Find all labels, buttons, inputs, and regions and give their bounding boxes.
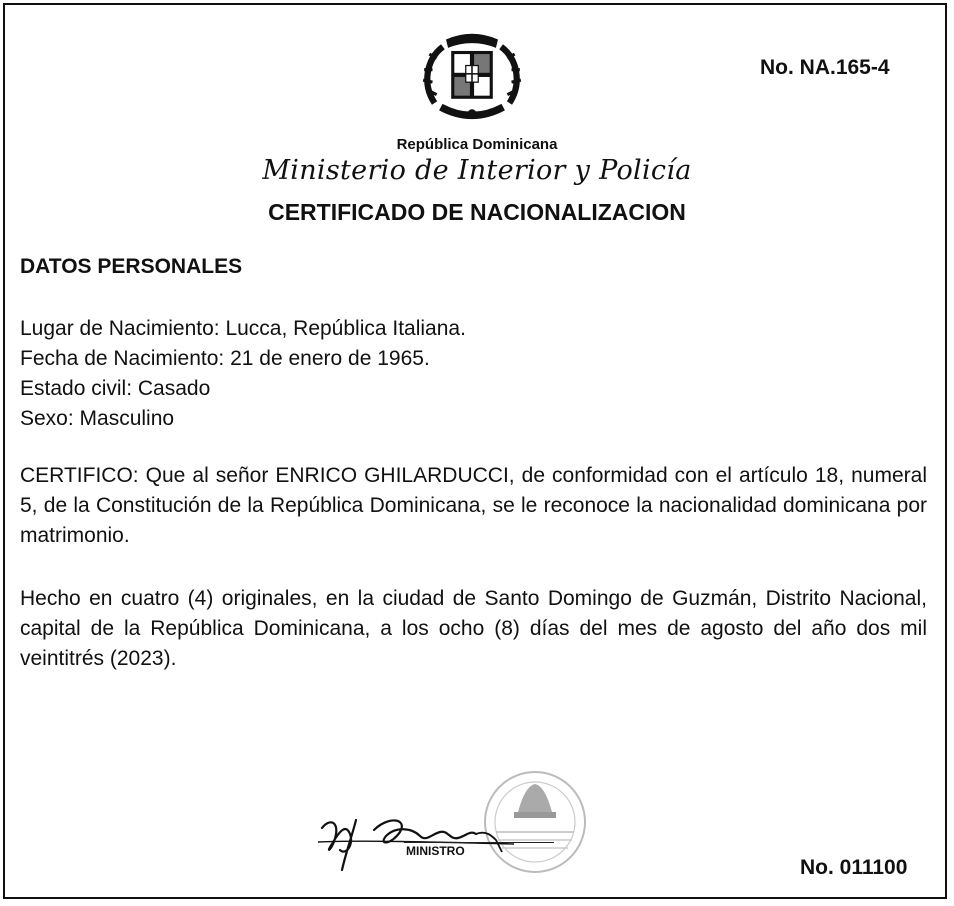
ministry-name: Ministerio de Interior y Policía <box>262 155 692 186</box>
signature-line <box>404 842 554 843</box>
certification-paragraph: CERTIFICO: Que al señor ENRICO GHILARDUCCI, de conformidad con el artículo 18, numeral 5, de la Constitución de la República Dominicana, se le reconoce la nacionalidad dominicana por matrimonio. <box>20 464 927 547</box>
sex-line: Sexo: Masculino <box>20 407 175 430</box>
signature-icon <box>316 790 536 880</box>
document-number: No. NA.165-4 <box>760 56 890 79</box>
civil-status-line: Estado civil: Casado <box>20 377 211 400</box>
birthplace-line: Lugar de Nacimiento: Lucca, República Italiana. <box>20 317 466 340</box>
coat-of-arms-icon <box>420 26 524 130</box>
birthdate-line: Fecha de Nacimiento: 21 de enero de 1965. <box>20 347 430 370</box>
serial-number: No. 011100 <box>800 856 908 879</box>
certificate-title: CERTIFICADO DE NACIONALIZACION <box>268 199 686 225</box>
signatory-title: MINISTRO <box>406 844 465 858</box>
country-name: República Dominicana <box>396 136 558 153</box>
section-heading-personal-data: DATOS PERSONALES <box>20 255 243 278</box>
personal-details <box>20 314 466 434</box>
issuance-paragraph: Hecho en cuatro (4) originales, en la ciudad de Santo Domingo de Guzmán, Distrito Nacional, capital de la República Dominicana, a los ocho (8) días del mes de agosto del año dos mil veintitrés (2023). <box>20 587 927 670</box>
